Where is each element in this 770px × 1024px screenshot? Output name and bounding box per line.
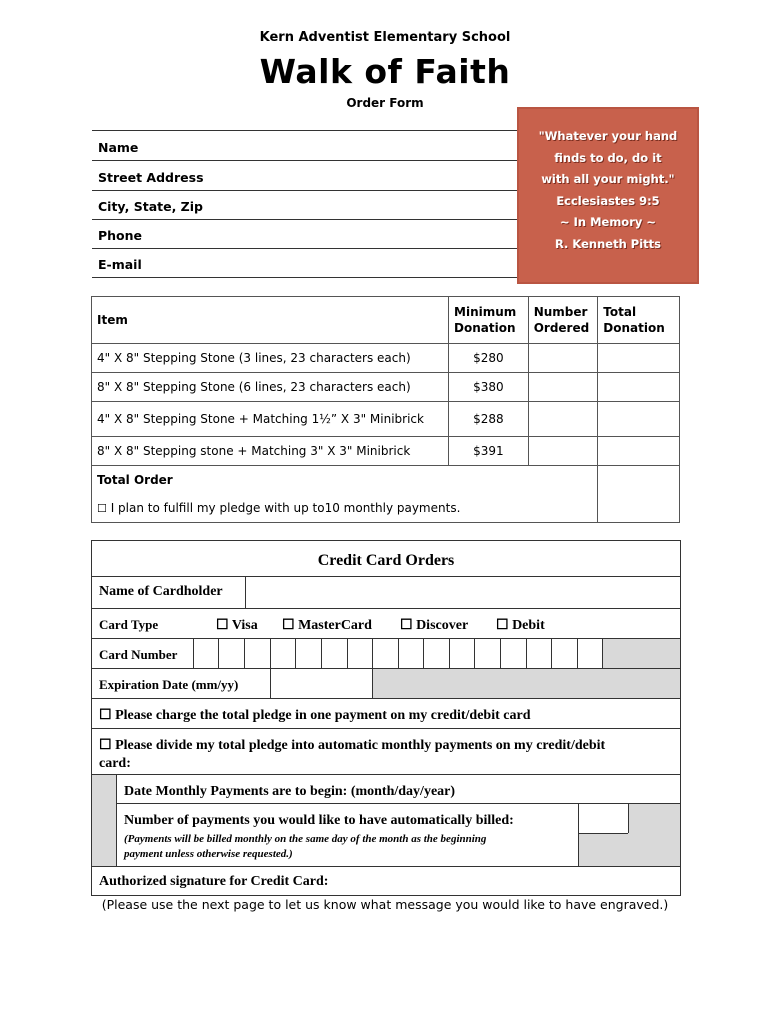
total-order-label: Total Order bbox=[92, 466, 598, 495]
expiration-input[interactable] bbox=[271, 669, 372, 698]
name-field[interactable] bbox=[92, 131, 519, 161]
cardholder-input[interactable] bbox=[246, 577, 679, 608]
total-donation-cell[interactable] bbox=[598, 373, 680, 402]
monthly-label-line1: Please divide my total pledge into automatic monthly payments on my credit/debit bbox=[115, 738, 606, 753]
number-ordered-cell[interactable] bbox=[528, 344, 598, 373]
table-row bbox=[92, 466, 680, 495]
checkbox-icon[interactable]: ☐ bbox=[216, 618, 229, 633]
one-payment-option[interactable] bbox=[99, 707, 530, 724]
phone-label: Phone bbox=[98, 228, 143, 243]
phone-field[interactable] bbox=[92, 219, 519, 249]
discover-label: Discover bbox=[416, 618, 469, 633]
brick-line: with all your might." bbox=[541, 172, 675, 186]
pledge-label: I plan to fulfill my pledge with up to10 monthly payments. bbox=[110, 501, 461, 515]
street-address-label: Street Address bbox=[98, 170, 204, 185]
num-payments-input[interactable] bbox=[579, 804, 628, 833]
total-donation-cell[interactable] bbox=[598, 344, 680, 373]
total-donation-cell[interactable] bbox=[598, 402, 680, 437]
number-ordered-cell[interactable] bbox=[528, 402, 598, 437]
page-subtitle: Order Form bbox=[346, 96, 424, 110]
checkbox-icon[interactable]: ☐ bbox=[99, 738, 112, 753]
mastercard-option[interactable] bbox=[282, 617, 372, 634]
checkbox-icon[interactable]: ☐ bbox=[282, 618, 295, 633]
item-price: $380 bbox=[449, 373, 529, 402]
city-state-zip-field[interactable] bbox=[92, 190, 519, 220]
monthly-payment-option[interactable] bbox=[99, 737, 605, 754]
header-total-donation: Total Donation bbox=[598, 297, 680, 344]
item-price: $280 bbox=[449, 344, 529, 373]
note-line1: (Payments will be billed monthly on the same day of the month as the beginning bbox=[124, 833, 487, 845]
signature-input[interactable] bbox=[352, 868, 678, 894]
num-payments-label: Number of payments you would like to have automatically billed: bbox=[124, 813, 514, 828]
cardholder-label: Name of Cardholder bbox=[99, 584, 223, 599]
mastercard-label: MasterCard bbox=[298, 618, 372, 633]
footer-note: (Please use the next page to let us know what message you would like to have engraved.) bbox=[101, 897, 669, 912]
table-row bbox=[92, 402, 680, 437]
item-price: $391 bbox=[449, 437, 529, 466]
item-name: 8" X 8" Stepping stone + Matching 3" X 3" Minibrick bbox=[92, 437, 449, 466]
order-table-header bbox=[92, 297, 680, 344]
debit-option[interactable] bbox=[496, 617, 545, 634]
expiration-label: Expiration Date (mm/yy) bbox=[99, 677, 239, 692]
discover-option[interactable] bbox=[400, 617, 468, 634]
brick-line: ~ In Memory ~ bbox=[559, 215, 657, 229]
signature-label: Authorized signature for Credit Card: bbox=[99, 874, 329, 889]
name-label: Name bbox=[98, 140, 139, 155]
number-ordered-cell[interactable] bbox=[528, 437, 598, 466]
date-begin-label: Date Monthly Payments are to begin: (month/day/year) bbox=[124, 784, 456, 799]
checkbox-icon[interactable]: ☐ bbox=[400, 618, 413, 633]
total-donation-cell[interactable] bbox=[598, 437, 680, 466]
table-row bbox=[92, 437, 680, 466]
visa-option[interactable] bbox=[216, 617, 258, 634]
email-label: E-mail bbox=[98, 257, 142, 272]
item-name: 4" X 8" Stepping Stone (3 lines, 23 characters each) bbox=[92, 344, 449, 373]
order-table bbox=[91, 296, 680, 523]
note-line2: payment unless otherwise requested.) bbox=[124, 848, 293, 860]
brick-line: "Whatever your hand bbox=[538, 129, 678, 143]
one-payment-label: Please charge the total pledge in one payment on my credit/debit card bbox=[115, 708, 531, 723]
header-minimum-donation: Minimum Donation bbox=[449, 297, 529, 344]
table-row bbox=[92, 373, 680, 402]
table-row bbox=[92, 344, 680, 373]
card-number-input[interactable] bbox=[194, 639, 602, 668]
brick-line: finds to do, do it bbox=[554, 151, 662, 165]
date-begin-input[interactable] bbox=[492, 777, 678, 801]
table-row bbox=[92, 494, 680, 523]
pledge-option[interactable] bbox=[92, 494, 598, 523]
item-name: 8" X 8" Stepping Stone (6 lines, 23 characters each) bbox=[92, 373, 449, 402]
item-name: 4" X 8" Stepping Stone + Matching 1½” X 3" Minibrick bbox=[92, 402, 449, 437]
card-type-label: Card Type bbox=[99, 617, 159, 632]
brick-sample-image bbox=[517, 107, 699, 284]
checkbox-icon[interactable]: ☐ bbox=[496, 618, 509, 633]
checkbox-icon[interactable]: ☐ bbox=[97, 502, 107, 515]
checkbox-icon[interactable]: ☐ bbox=[99, 708, 112, 723]
header-number-ordered: Number Ordered bbox=[528, 297, 598, 344]
credit-card-title: Credit Card Orders bbox=[317, 552, 455, 569]
visa-label: Visa bbox=[231, 618, 258, 633]
debit-label: Debit bbox=[512, 618, 545, 633]
number-ordered-cell[interactable] bbox=[528, 373, 598, 402]
school-name: Kern Adventist Elementary School bbox=[259, 30, 511, 45]
monthly-label-line2: card: bbox=[99, 756, 131, 771]
brick-line: R. Kenneth Pitts bbox=[554, 237, 662, 251]
brick-line: Ecclesiastes 9:5 bbox=[556, 194, 660, 208]
city-state-zip-label: City, State, Zip bbox=[98, 199, 203, 214]
item-price: $288 bbox=[449, 402, 529, 437]
total-order-cell[interactable] bbox=[598, 466, 680, 523]
card-number-label: Card Number bbox=[99, 647, 178, 662]
header-item: Item bbox=[92, 297, 449, 344]
credit-card-section bbox=[91, 540, 681, 896]
email-field[interactable] bbox=[92, 248, 519, 278]
page-title: Walk of Faith bbox=[259, 52, 511, 91]
street-address-field[interactable] bbox=[92, 161, 519, 191]
